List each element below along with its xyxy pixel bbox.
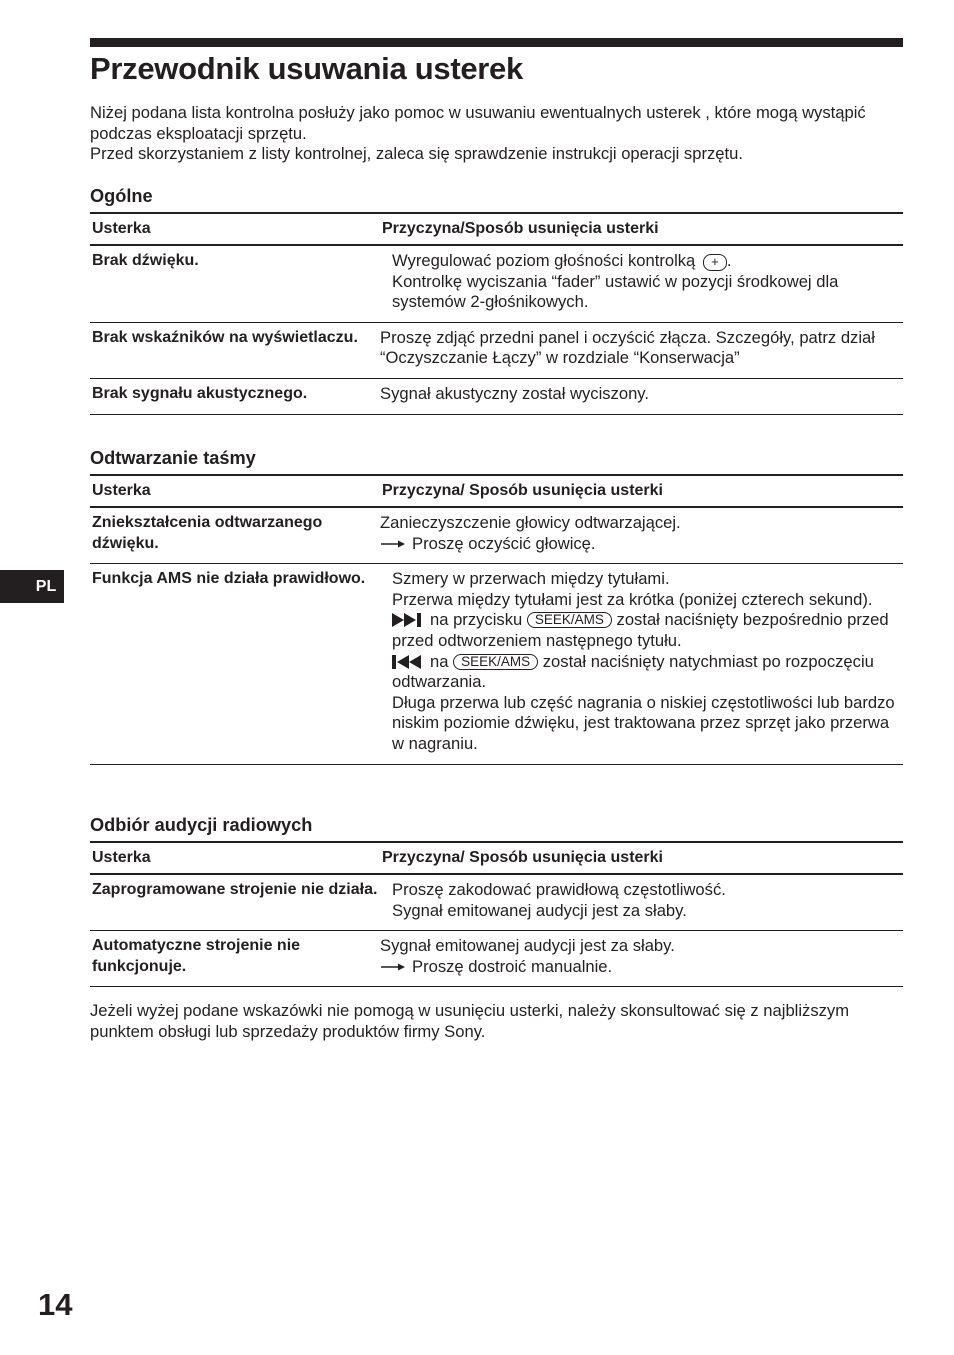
cause-cell (380, 507, 903, 564)
column-header-cause: Przyczyna/ Sposób usunięcia usterki (380, 842, 903, 874)
volume-plus-key: + (703, 254, 727, 271)
remedy-line (380, 534, 903, 555)
column-header-issue: Usterka (90, 842, 380, 874)
issue-cell: Funkcja AMS nie działa prawidłowo. (90, 564, 380, 764)
table-row (90, 507, 903, 564)
remedy-text: Proszę oczyścić głowicę. (412, 533, 596, 553)
cause-cell: Proszę zdjąć przedni panel i oczyścić złącza. Szczegóły, patrz dział “Oczyszczanie Łączy” w rozdziale “Konserwacja” (380, 322, 903, 378)
cause-text: został naciśnięty natychmiast po rozpoczęciu odtwarzania. (392, 651, 874, 692)
table-header-row (90, 213, 903, 245)
section-heading: Odtwarzanie taśmy (90, 448, 256, 468)
cause-cell (380, 564, 903, 764)
table-header-row (90, 842, 903, 874)
table-row (90, 245, 903, 322)
cause-line (380, 652, 903, 693)
table-row (90, 322, 903, 378)
intro-paragraph: Niżej podana lista kontrolna posłuży jako pomoc w usuwaniu ewentualnych usterek , które mogą wystąpić podczas eksploatacji sprzętu. (90, 103, 866, 143)
section-heading: Ogólne (90, 186, 153, 206)
page-title: Przewodnik usuwania usterek (90, 51, 523, 86)
cause-cell (380, 874, 903, 931)
issue-cell: Brak dźwięku. (90, 245, 380, 322)
section-heading: Odbiór audycji radiowych (90, 815, 313, 835)
cause-line: Długa przerwa lub część nagrania o niskiej częstotliwości lub bardzo niskim poziomie dźwięku, jest traktowana przez sprzęt jako przerwa w nagraniu. (392, 692, 895, 753)
page-number: 14 (38, 1287, 73, 1322)
issue-cell: Zniekształcenia odtwarzanego dźwięku. (90, 507, 380, 564)
table-row (90, 931, 903, 987)
footnote: Jeżeli wyżej podane wskazówki nie pomogą w usunięciu usterki, należy skonsultować się z najbliższym punktem obsługi lub sprzedaży produktów firmy Sony. (90, 1001, 850, 1041)
cause-line: Zanieczyszczenie głowicy odtwarzającej. (380, 513, 681, 532)
column-header-cause: Przyczyna/ Sposób usunięcia usterki (380, 475, 903, 507)
issue-cell: Automatyczne strojenie nie funkcjonuje. (90, 931, 380, 987)
table-header-row (90, 475, 903, 507)
previous-track-icon (392, 655, 424, 669)
cause-cell (380, 931, 903, 987)
cause-line: Szmery w przerwach między tytułami. (392, 569, 670, 589)
intro-paragraph: Przed skorzystaniem z listy kontrolnej, zaleca się sprawdzenie instrukcji operacji sprzętu. (90, 144, 743, 163)
cause-text: na przycisku (430, 610, 523, 630)
title-rule (90, 38, 903, 47)
troubleshooting-table (90, 212, 903, 415)
table-row (90, 564, 903, 764)
cause-line (380, 251, 903, 272)
cause-text: na (430, 651, 449, 671)
column-header-issue: Usterka (90, 213, 380, 245)
section-radio (90, 815, 903, 987)
troubleshooting-table (90, 474, 903, 765)
cause-line (380, 610, 903, 651)
remedy-line (380, 957, 903, 978)
cause-line: Proszę zakodować prawidłową częstotliwość. (392, 880, 726, 899)
table-row (90, 378, 903, 414)
cause-cell (380, 245, 903, 322)
cause-text: . (726, 251, 732, 270)
language-tab: PL (0, 570, 64, 603)
arrow-right-icon (380, 539, 406, 549)
seek-ams-key: SEEK/AMS (527, 612, 612, 628)
remedy-text: Proszę dostroić manualnie. (412, 956, 613, 976)
cause-line: Kontrolkę wyciszania “fader” ustawić w pozycji środkowej dla systemów 2-głośnikowych. (392, 271, 839, 312)
troubleshooting-table (90, 841, 903, 987)
issue-cell: Brak sygnału akustycznego. (90, 378, 380, 414)
table-row (90, 874, 903, 931)
section-tape (90, 448, 903, 765)
cause-text: Wyregulować poziom głośności kontrolką (392, 251, 696, 270)
cause-text: został naciśnięty bezpośrednio przed przed odtworzeniem następnego tytułu. (392, 610, 889, 650)
column-header-issue: Usterka (90, 475, 380, 507)
section-general (90, 186, 903, 415)
intro-text (90, 103, 903, 165)
arrow-right-icon (380, 962, 406, 972)
cause-line: Przerwa między tytułami jest za krótka (poniżej czterech sekund). (392, 589, 873, 609)
cause-line: Sygnał emitowanej audycji jest za słaby. (392, 900, 687, 920)
issue-cell: Zaprogramowane strojenie nie działa. (90, 874, 380, 931)
next-track-icon (392, 613, 424, 627)
column-header-cause: Przyczyna/Sposób usunięcia usterki (380, 213, 903, 245)
cause-cell: Sygnał akustyczny został wyciszony. (380, 378, 903, 414)
issue-cell: Brak wskaźników na wyświetlaczu. (90, 322, 380, 378)
seek-ams-key: SEEK/AMS (453, 654, 538, 670)
cause-line: Sygnał emitowanej audycji jest za słaby. (380, 936, 675, 956)
